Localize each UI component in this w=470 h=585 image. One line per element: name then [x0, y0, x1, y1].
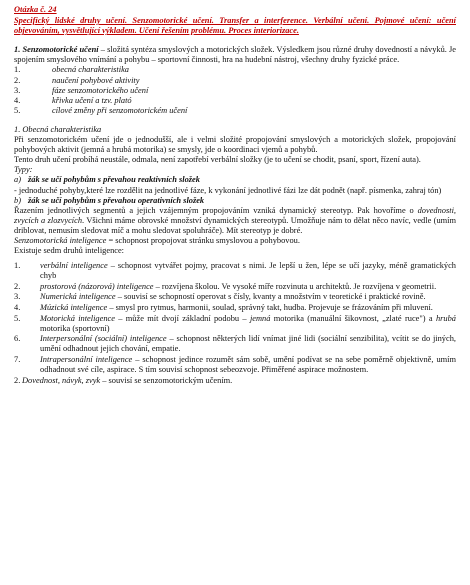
outline-item: 4. křivka učení a tzv. plató: [14, 95, 132, 105]
type-a: a) žák se učí pohybům s převahou reaktivních složek: [14, 175, 200, 185]
types-label: Typy:: [14, 165, 33, 175]
document-page: [14, 5, 456, 386]
intelligence-item: 5. Motorická inteligence – může mít dvojí základní podobu – jemná motorika (manuální šikovnost, „zlaté ruce") a hrubá motorika (sportovní): [14, 313, 456, 333]
intelligence-intro: Existuje sedm druhů inteligence:: [14, 246, 125, 256]
outline-item: 5. cílové změny při senzomotorickém učení: [14, 105, 188, 115]
section1-outline: [14, 65, 456, 115]
intelligence-list: [14, 261, 456, 375]
general-paragraph-2: Tento druh učení probíhá neustále, odmala, není zapotřebí verbální složky (je to učení se chodit, psaní, sport, řízení auta).: [14, 155, 421, 165]
question-subject: Specifický lidské druhy učení. Senzomotorické učení. Transfer a interference. Verbální učení. Pojmové učení: učení objevováním, vysvětlující výkladem. Učení řešením problému. Proces interiorizace.: [14, 16, 456, 36]
section1-heading: 1. Senzomotorické učení: [14, 45, 99, 55]
outline-item: 2. naučení pohybové aktivity: [14, 75, 140, 85]
question-title: Otázka č. 24: [14, 5, 57, 14]
general-paragraph-1: Při senzomotorickém učení jde o jednodušší, ale i velmi složité propojování smyslových a motorických složek, propojování pohybových aktivit (jemná a hrubá motorika) se smysly, jde o koordinaci vjemů a pohybů.: [14, 135, 456, 155]
outline-item: 3. fáze senzomotorického učení: [14, 85, 149, 95]
type-b: b) žák se učí pohybům s převahou operativních složek: [14, 195, 205, 205]
intelligence-item: 3. Numerická inteligence – souvisí se schopností operovat s čísly, kvanty a množstvím v teoretické i praktické rovině.: [14, 292, 426, 302]
outline-item: 1. obecná charakteristika: [14, 65, 129, 75]
type-a-description: - jednoduché pohyby,které lze rozdělit na jednotlivé fáze, k vykonání jednotlivé fázi lze dát podnět (např. písmenka, zahraj tón): [14, 185, 442, 195]
intelligence-item: 2. prostorová (názorová) inteligence – rozvíjena školou. Ve vysoké míře rozvinuta u architektů. Je rozvíjena v geometrii.: [14, 281, 437, 291]
senzomotoric-intelligence-definition: Senzomotorická inteligence = schopnost propojovat stránku smyslovou a pohybovou.: [14, 235, 300, 245]
intelligence-item: 7. Intrapersonální inteligence – schopnost jedince rozumět sám sobě, umění podívat se na sebe poměrně objektivně, umím odhadnout své cíle, aspirace. S tím souvisí schopnost sebeozvoje. Přiměřené aspirace možnostem.: [14, 355, 456, 375]
general-heading: 1. Obecná charakteristika: [14, 124, 102, 134]
intelligence-item: 6. Interpersonální (sociální) inteligence – schopnost některých lidí vnímat jiné lidi (sociální senzibilita), vcítit se do jiných, umění odhadnout jejich chování, empatie.: [14, 334, 456, 354]
intelligence-item: 4. Múzická inteligence – smysl pro rytmus, harmonii, soulad, správný takt, hudba. Projevuje se frázováním při mluvení.: [14, 303, 433, 313]
intelligence-item: 1. verbální inteligence – schopnost vytvářet pojmy, pracovat s nimi. Je lepší u žen, lépe se učí jazyky, méně gramatických chyb: [14, 261, 456, 281]
question-header: [14, 5, 456, 36]
section2-line: 2. Dovednost, návyk, zvyk – souvisí se senzomotorickým učením.: [14, 375, 233, 385]
section1-intro: [14, 45, 456, 65]
stereotype-paragraph: Řazením jednotlivých segmentů a jejich vzájemným propojováním vzniká dynamický stereotyp. Pak hovoříme o dovednosti, zvycích a zlozvycích. Všichni máme obrovské množství dynamických stereotypů. Umožňuje nám to dělat něco navíc, vedle (umím driblovat, nemusím sledovat míč a mohu sledovat spoluhráče). Mít stereotyp je dobré.: [14, 205, 457, 235]
section1-intro-text: – složitá syntéza smyslových a motorických složek. Výsledkem jsou různé druhy dovedností a návyků. Je spojením smyslového vnímání a pohybu – sportovní činnosti, hra na hudební nástroj, všechny druhy fyzické práce.: [14, 45, 456, 65]
